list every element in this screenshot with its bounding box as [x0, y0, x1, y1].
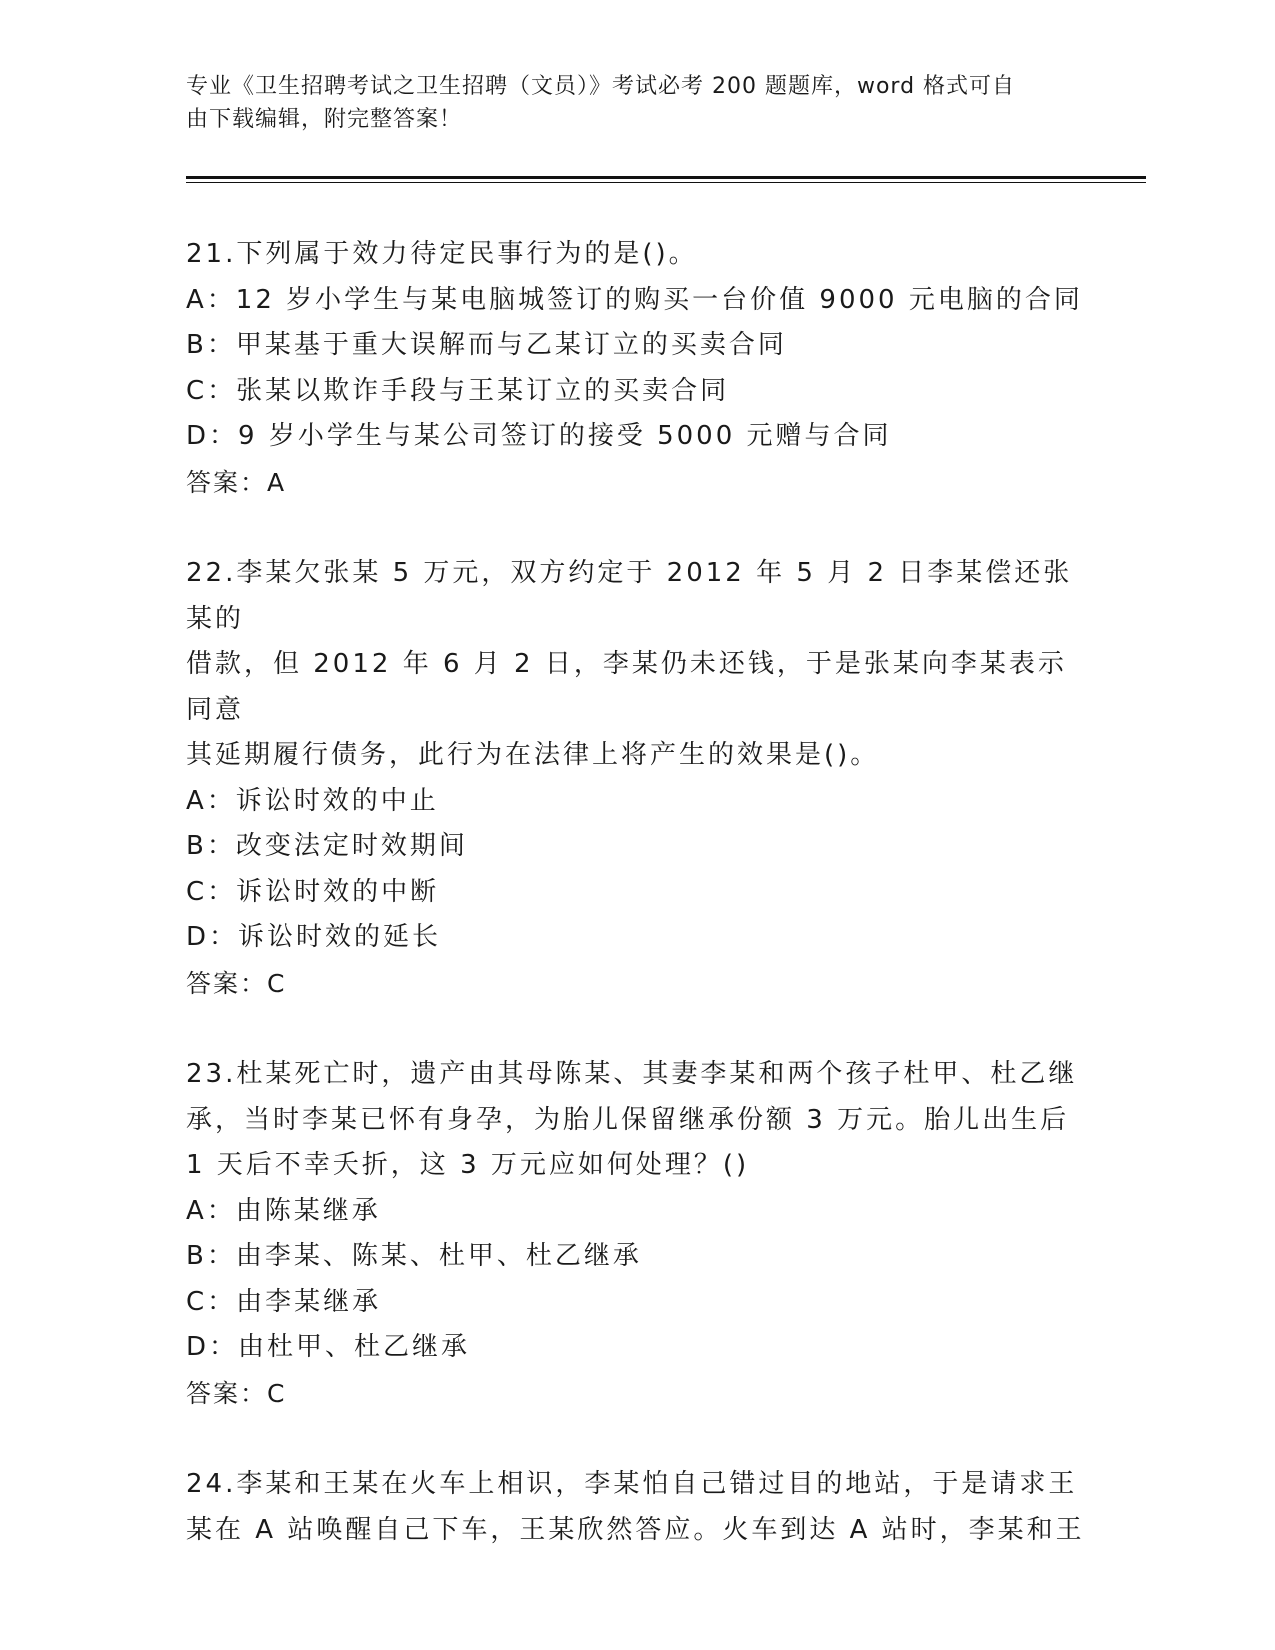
- option-c: C：由李某继承: [186, 1286, 382, 1317]
- option-d: D：9 岁小学生与某公司签订的接受 5000 元赠与合同: [186, 421, 892, 451]
- stem-line: 其延期履行债务，此行为在法律上将产生的效果是()。: [186, 740, 880, 770]
- question-stem: [186, 232, 1086, 278]
- option-b: B：甲某基于重大误解而与乙某订立的买卖合同: [186, 330, 787, 360]
- stem-line: 24.李某和王某在火车上相识，李某怕自己错过目的地站，于是请求王: [186, 1469, 1078, 1499]
- question-stem: [186, 1462, 1086, 1553]
- option-c: C：诉讼时效的中断: [186, 876, 440, 907]
- option-d: D：诉讼时效的延长: [186, 922, 442, 952]
- answer-label: 答案：A: [186, 467, 287, 497]
- option-a: A：由陈某继承: [186, 1195, 381, 1226]
- header-divider-thick: [186, 176, 1146, 179]
- stem-line: 23.杜某死亡时，遗产由其母陈某、其妻李某和两个孩子杜甲、杜乙继: [186, 1059, 1078, 1089]
- stem-line: 借款，但 2012 年 6 月 2 日，李某仍未还钱，于是张某向李某表示同意: [186, 649, 1067, 725]
- question-list: [186, 232, 1086, 1599]
- option-b: B：改变法定时效期间: [186, 831, 468, 861]
- question-stem: [186, 1052, 1086, 1189]
- question-23: [186, 1052, 1086, 1416]
- header-divider-thin: [186, 182, 1146, 183]
- question-stem: [186, 551, 1086, 779]
- stem-line: 21.下列属于效力待定民事行为的是()。: [186, 239, 698, 269]
- answer-label: 答案：C: [186, 1378, 287, 1408]
- question-24: [186, 1462, 1086, 1553]
- option-a: A：诉讼时效的中止: [186, 785, 439, 816]
- option-a: A：12 岁小学生与某电脑城签订的购买一台价值 9000 元电脑的合同: [186, 284, 1083, 315]
- answer-label: 答案：C: [186, 968, 287, 998]
- stem-line: 承，当时李某已怀有身孕，为胎儿保留继承份额 3 万元。胎儿出生后: [186, 1104, 1070, 1135]
- stem-line: 某在 A 站唤醒自己下车，王某欣然答应。火车到达 A 站时，李某和王: [186, 1514, 1085, 1545]
- question-21: [186, 232, 1086, 505]
- stem-line: 1 天后不幸夭折，这 3 万元应如何处理？(): [186, 1150, 750, 1180]
- document-header: [186, 70, 1066, 136]
- question-22: [186, 551, 1086, 1006]
- header-line-2: 由下载编辑，附完整答案！: [186, 107, 463, 132]
- option-d: D：由杜甲、杜乙继承: [186, 1332, 471, 1362]
- option-c: C：张某以欺诈手段与王某订立的买卖合同: [186, 375, 730, 406]
- stem-line: 22.李某欠张某 5 万元，双方约定于 2012 年 5 月 2 日李某偿还张某的: [186, 558, 1073, 634]
- option-b: B：由李某、陈某、杜甲、杜乙继承: [186, 1241, 642, 1271]
- header-line-1: 专业《卫生招聘考试之卫生招聘（文员）》考试必考 200 题题库，word 格式可自: [186, 74, 1016, 99]
